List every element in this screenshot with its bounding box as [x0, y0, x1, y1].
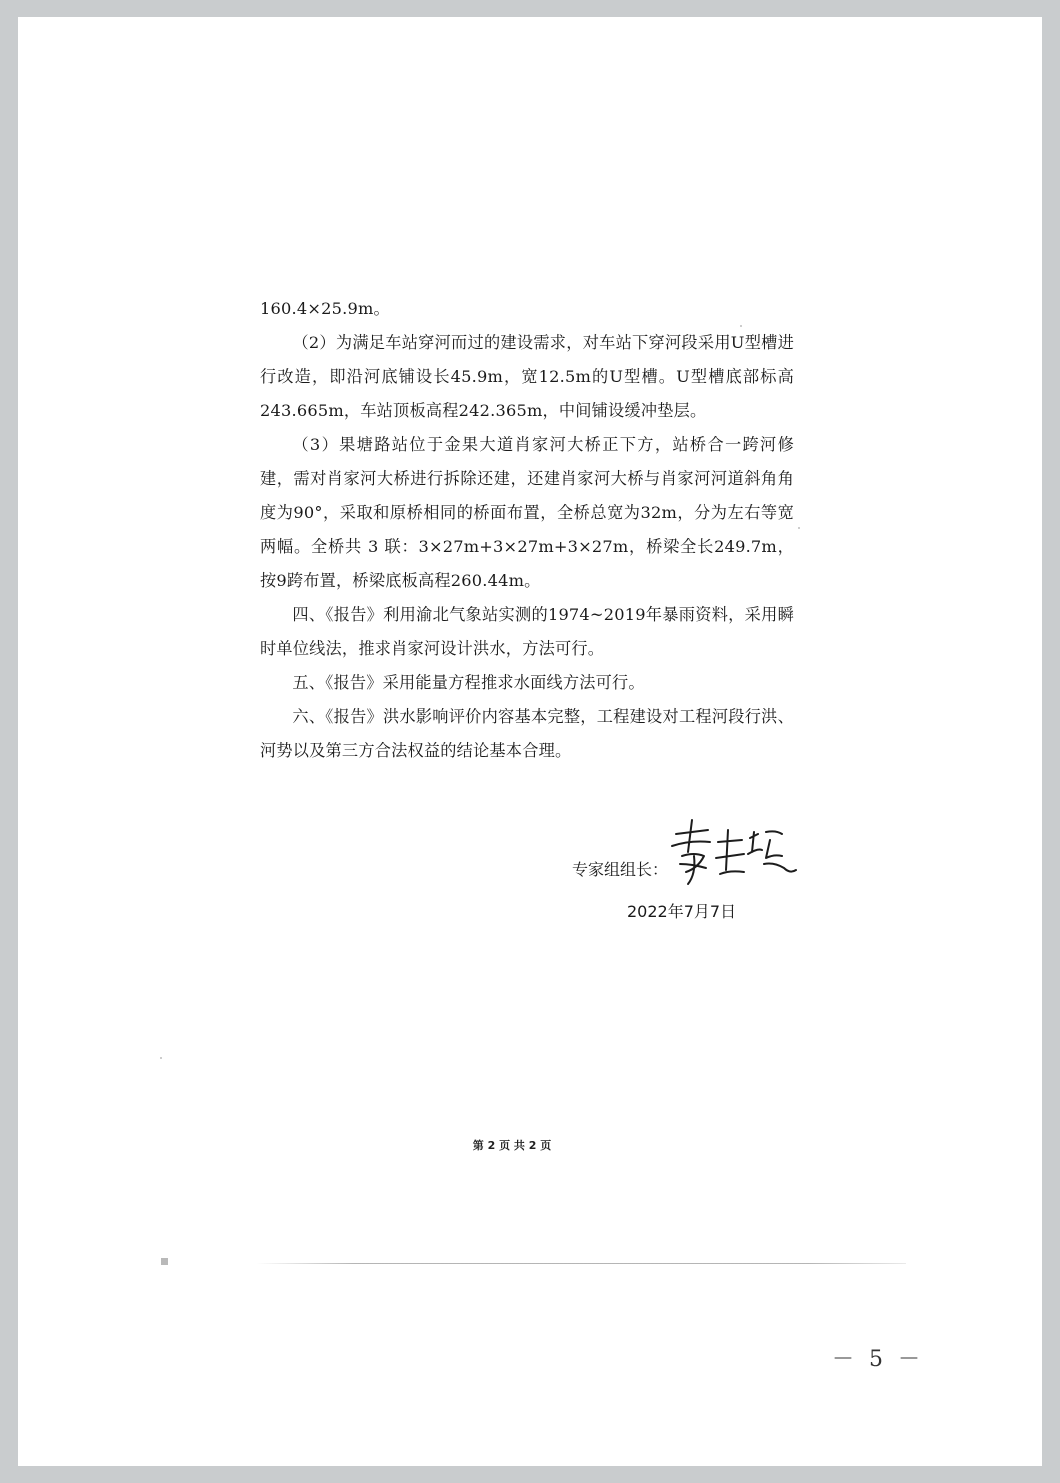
paragraph-section-5: 五、《报告》采用能量方程推求水面线方法可行。	[292, 673, 645, 692]
paragraph-continuation: 160.4×25.9m。	[260, 299, 390, 318]
signature-block	[550, 812, 810, 892]
page-number: － 5 －	[832, 1347, 924, 1372]
scan-speck	[160, 1057, 162, 1059]
scan-mark	[161, 1258, 168, 1265]
signature-date: 2022年7月7日	[627, 902, 737, 921]
signature-label: 专家组组长：	[572, 860, 669, 879]
paragraph-item-2: （2）为满足车站穿河而过的建设需求，对车站下穿河段采用U型槽进行改造，即沿河底铺设长45.9m，宽12.5m的U型槽。U型槽底部标高243.665m，车站顶板高程242.365m，中间铺设缓冲垫层。	[260, 333, 794, 420]
document-body	[260, 292, 794, 768]
paragraph-section-6: 六、《报告》洪水影响评价内容基本完整，工程建设对工程河段行洪、河势以及第三方合法权益的结论基本合理。	[260, 707, 794, 760]
handwritten-signature	[658, 812, 798, 892]
scan-speck	[798, 527, 800, 529]
paragraph-section-4: 四、《报告》利用渝北气象站实测的1974~2019年暴雨资料，采用瞬时单位线法，推求肖家河设计洪水，方法可行。	[260, 605, 794, 658]
page-count-footer: 第 2 页 共 2 页	[472, 1139, 552, 1152]
paragraph-item-3: （3）果塘路站位于金果大道肖家河大桥正下方，站桥合一跨河修建，需对肖家河大桥进行拆除还建，还建肖家河大桥与肖家河河道斜角角度为90°，采取和原桥相同的桥面布置，全桥总宽为32m，分为左右等宽两幅。全桥共 3 联：3×27m+3×27m+3×27m，桥梁全长249.7m，按9跨布置，桥梁底板高程260.44m。	[260, 435, 794, 590]
scan-line	[256, 1263, 906, 1264]
